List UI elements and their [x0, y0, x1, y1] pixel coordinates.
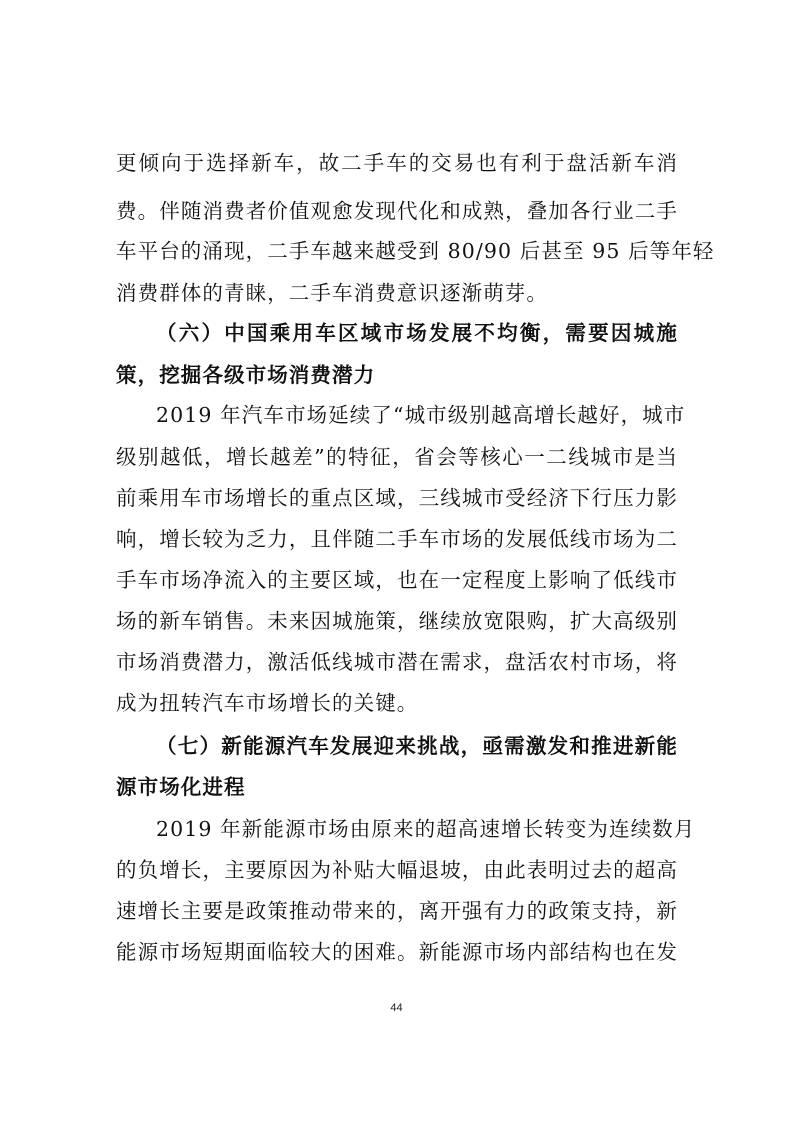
- paragraph-line: 费。伴随消费者价值观愈发现代化和成熟，叠加各行业二手: [116, 199, 678, 223]
- section-heading: 源市场化进程: [116, 775, 246, 799]
- paragraph-line: 成为扭转汽车市场增长的关键。: [116, 691, 419, 715]
- paragraph-line: 车平台的涌现，二手车越来越受到 80/90 后甚至 95 后等年轻: [116, 239, 715, 263]
- paragraph-line: 速增长主要是政策推动带来的，离开强有力的政策支持，新: [116, 899, 678, 923]
- paragraph-line: 级别越低，增长越差”的特征，省会等核心一二线城市是当: [116, 445, 678, 469]
- page-number: 44: [390, 1002, 403, 1014]
- paragraph-line: 手车市场净流入的主要区域，也在一定程度上影响了低线市: [116, 568, 678, 592]
- paragraph-line: 消费群体的青睐，二手车消费意识逐渐萌芽。: [116, 281, 548, 305]
- paragraph-line: 前乘用车市场增长的重点区域，三线城市受经济下行压力影: [116, 486, 678, 510]
- paragraph-line: 能源市场短期面临较大的困难。新能源市场内部结构也在发: [116, 940, 678, 964]
- paragraph-line: 响，增长较为乏力，且伴随二手车市场的发展低线市场为二: [116, 527, 678, 551]
- paragraph-line: 的负增长，主要原因为补贴大幅退坡，由此表明过去的超高: [116, 858, 678, 882]
- paragraph-line: 场的新车销售。未来因城施策，继续放宽限购，扩大高级别: [116, 609, 678, 633]
- section-heading: 策，挖掘各级市场消费潜力: [116, 363, 376, 387]
- paragraph-line: 2019 年新能源市场由原来的超高速增长转变为连续数月: [156, 817, 696, 841]
- paragraph-line: 2019 年汽车市场延续了“城市级别越高增长越好，城市: [156, 403, 686, 427]
- section-heading: （六）中国乘用车区域市场发展不均衡，需要因城施: [156, 321, 678, 345]
- section-heading: （七）新能源汽车发展迎来挑战，亟需激发和推进新能: [156, 734, 678, 758]
- paragraph-line: 市场消费潜力，激活低线城市潜在需求，盘活农村市场，将: [116, 650, 678, 674]
- paragraph-line: 更倾向于选择新车，故二手车的交易也有利于盘活新车消: [116, 151, 678, 175]
